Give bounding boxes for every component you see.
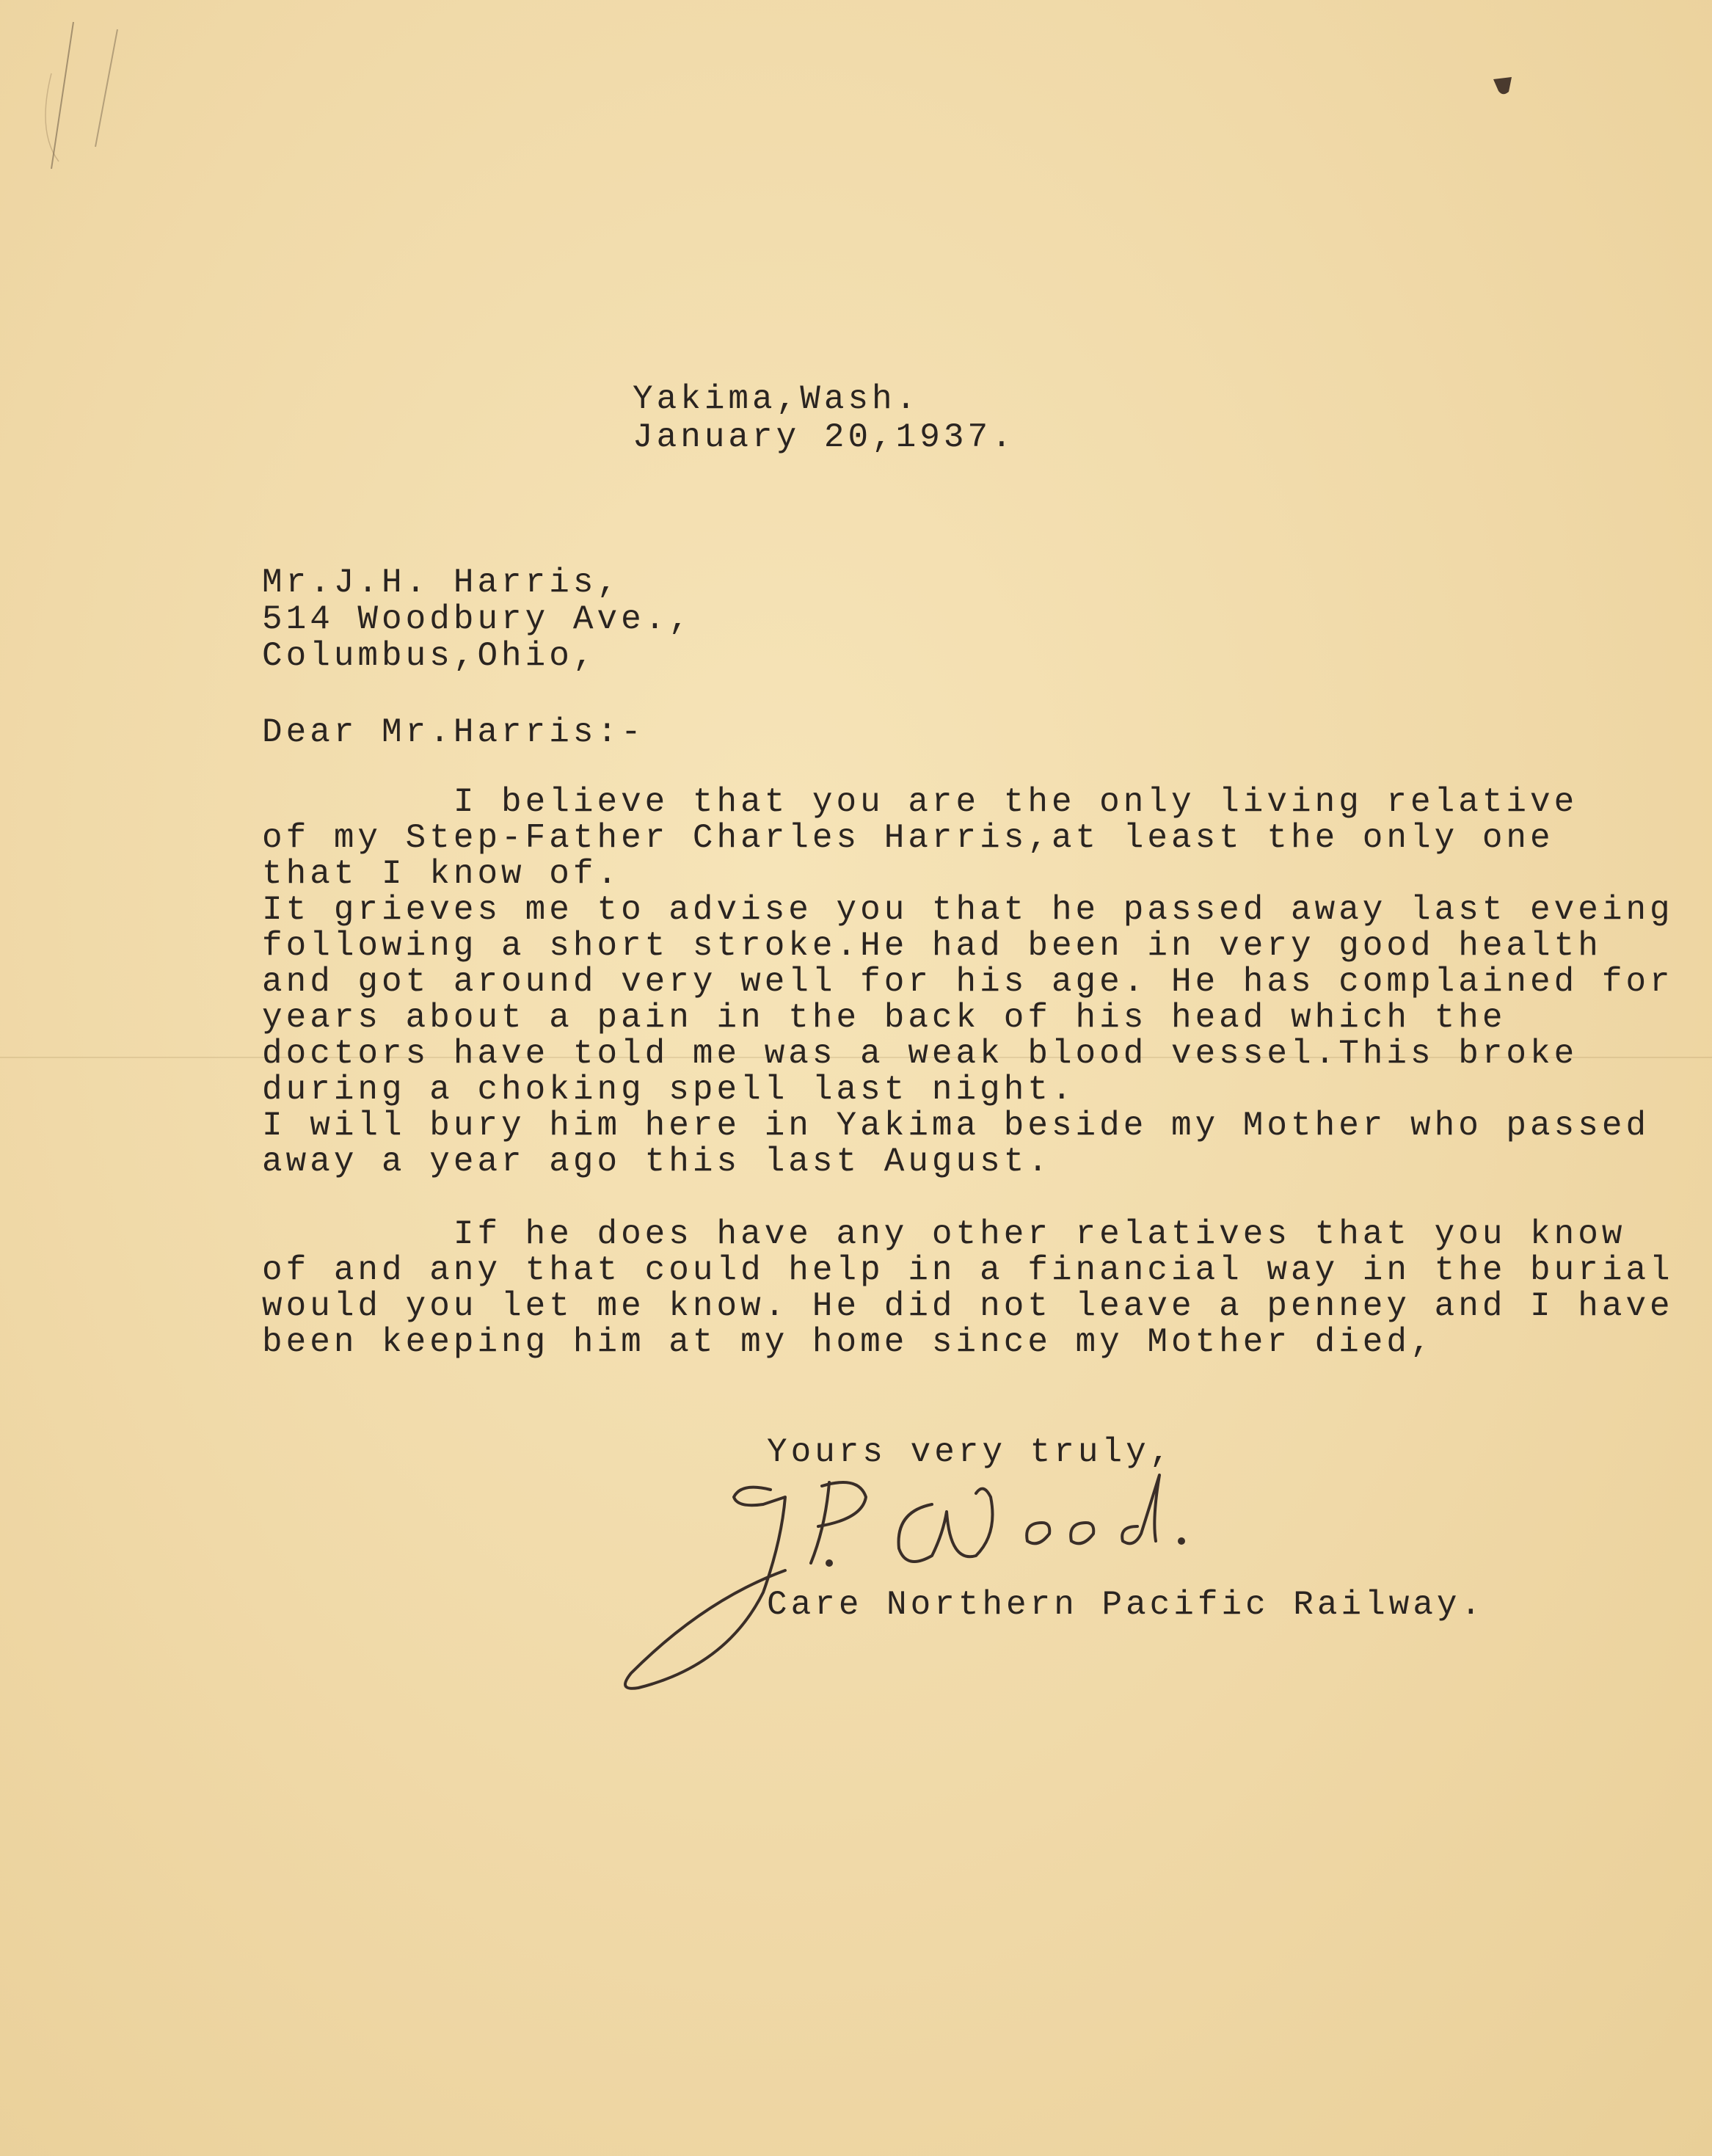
heading-date: January 20,1937. [633, 418, 1016, 456]
paragraph-line: of and any that could help in a financial way in the burial [262, 1251, 1674, 1289]
recipient-street: 514 Woodbury Ave., [262, 600, 693, 638]
paragraph-line: following a short stroke.He had been in very good health [262, 927, 1602, 965]
paragraph-line: and got around very well for his age. He has complained for [262, 963, 1674, 1001]
paragraph-line: of my Step-Father Charles Harris,at least the only one [262, 819, 1554, 857]
recipient-name: Mr.J.H. Harris, [262, 564, 622, 602]
paper-clip-mark [29, 0, 132, 176]
paragraph-line: doctors have told me was a weak blood vessel.This broke [262, 1035, 1578, 1073]
paragraph-line: away a year ago this last August. [262, 1143, 1052, 1181]
paragraph-1 [262, 784, 1674, 1180]
paragraph-line: would you let me know. He did not leave a penney and I have [262, 1287, 1674, 1325]
salutation: Dear Mr.Harris:- [262, 713, 645, 751]
paragraph-line: during a choking spell last night. [262, 1071, 1076, 1109]
paragraph-line: I will bury him here in Yakima beside my Mother who passed [262, 1107, 1650, 1145]
paragraph-line: If he does have any other relatives that you know [262, 1215, 1626, 1253]
signer-care-of: Care Northern Pacific Railway. [767, 1586, 1485, 1624]
paragraph-line: been keeping him at my home since my Mother died, [262, 1323, 1435, 1361]
ink-blot [1490, 73, 1519, 103]
paragraph-line: I believe that you are the only living relative [262, 783, 1578, 821]
closing: Yours very truly, [767, 1433, 1174, 1471]
paragraph-line: It grieves me to advise you that he passed away last eveing [262, 891, 1674, 929]
handwritten-signature [616, 1453, 1292, 1695]
paragraph-line: that I know of. [262, 855, 622, 893]
heading-place: Yakima,Wash. [633, 380, 920, 418]
paragraph-2 [262, 1217, 1674, 1361]
paragraph-line: years about a pain in the back of his head which the [262, 999, 1507, 1037]
recipient-city: Columbus,Ohio, [262, 637, 597, 675]
